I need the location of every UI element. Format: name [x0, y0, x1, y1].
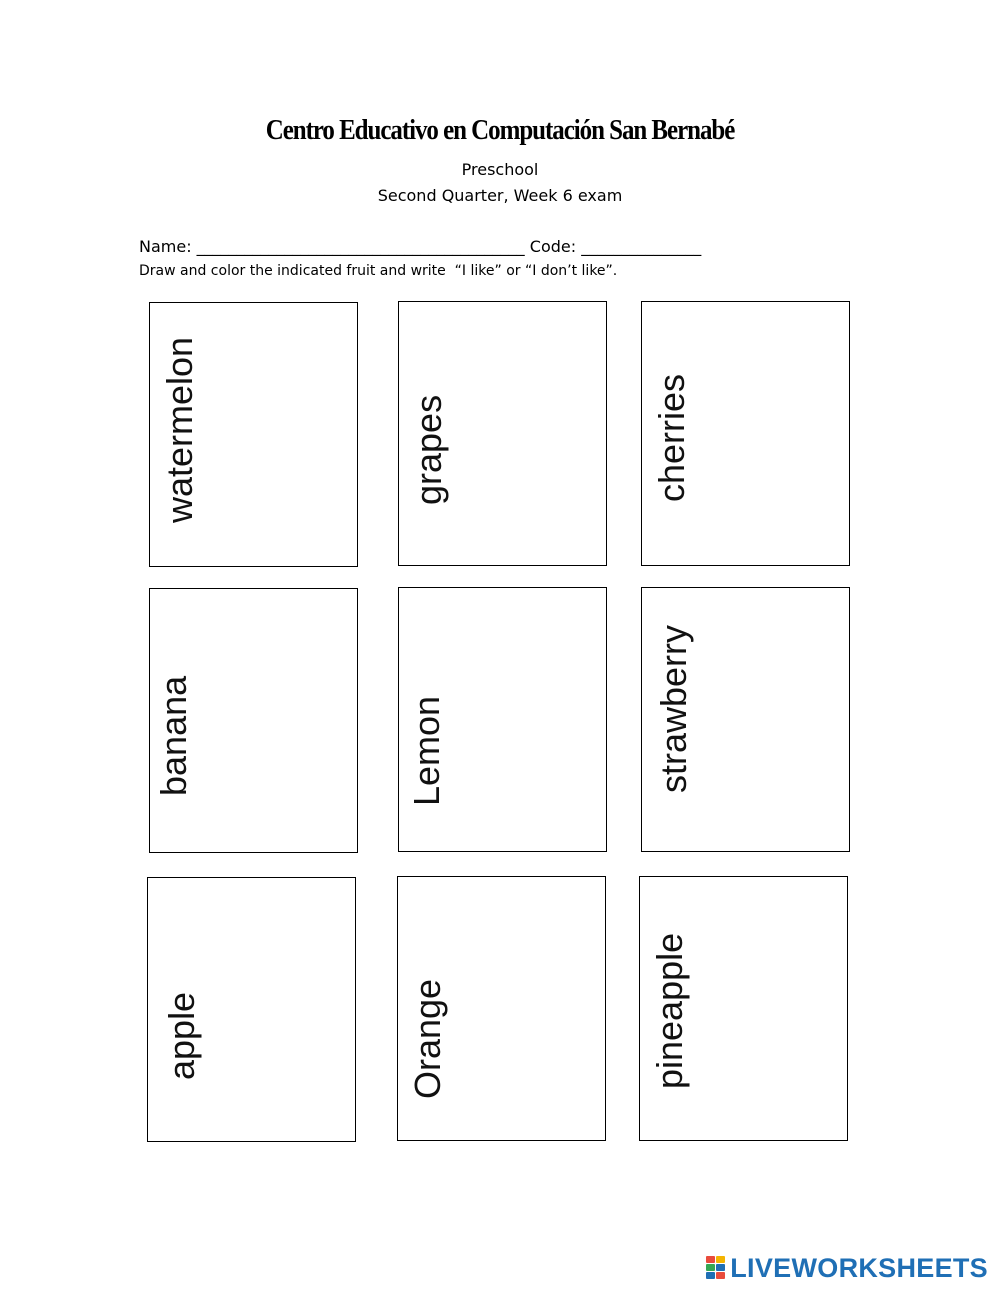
- fruit-box-apple[interactable]: [147, 877, 356, 1142]
- fruit-label: cherries: [651, 373, 692, 502]
- fruit-label: banana: [153, 675, 194, 796]
- fruit-label: grapes: [408, 394, 449, 505]
- worksheet-title: Centro Educativo en Computación San Bernabé: [265, 114, 735, 146]
- fruit-label: strawberry: [653, 624, 694, 793]
- exam-period: Second Quarter, Week 6 exam: [377, 186, 623, 205]
- fruit-label: apple: [161, 991, 202, 1080]
- liveworksheets-logo-icon: [706, 1256, 726, 1280]
- fruit-box-pineapple[interactable]: [639, 876, 848, 1141]
- fruit-box-cherries[interactable]: [641, 301, 850, 566]
- fruit-box-lemon[interactable]: [398, 587, 607, 852]
- name-code-line[interactable]: Name: _________________________________________ Code: _______________: [139, 237, 702, 256]
- fruit-box-banana[interactable]: [149, 588, 358, 853]
- fruit-box-watermelon[interactable]: [149, 302, 358, 567]
- fruit-label: Lemon: [406, 695, 447, 806]
- fruit-label: Orange: [407, 978, 448, 1099]
- fruit-box-strawberry[interactable]: [641, 587, 850, 852]
- liveworksheets-wordmark: LIVEWORKSHEETS: [730, 1252, 988, 1283]
- fruit-box-orange[interactable]: [397, 876, 606, 1141]
- fruit-label: pineapple: [649, 932, 690, 1089]
- fruit-label: watermelon: [159, 336, 200, 523]
- instructions: Draw and color the indicated fruit and write “I like” or “I don’t like”.: [139, 263, 618, 279]
- fruit-box-grapes[interactable]: [398, 301, 607, 566]
- grade-level: Preschool: [461, 160, 539, 179]
- liveworksheets-logo: [706, 1254, 988, 1282]
